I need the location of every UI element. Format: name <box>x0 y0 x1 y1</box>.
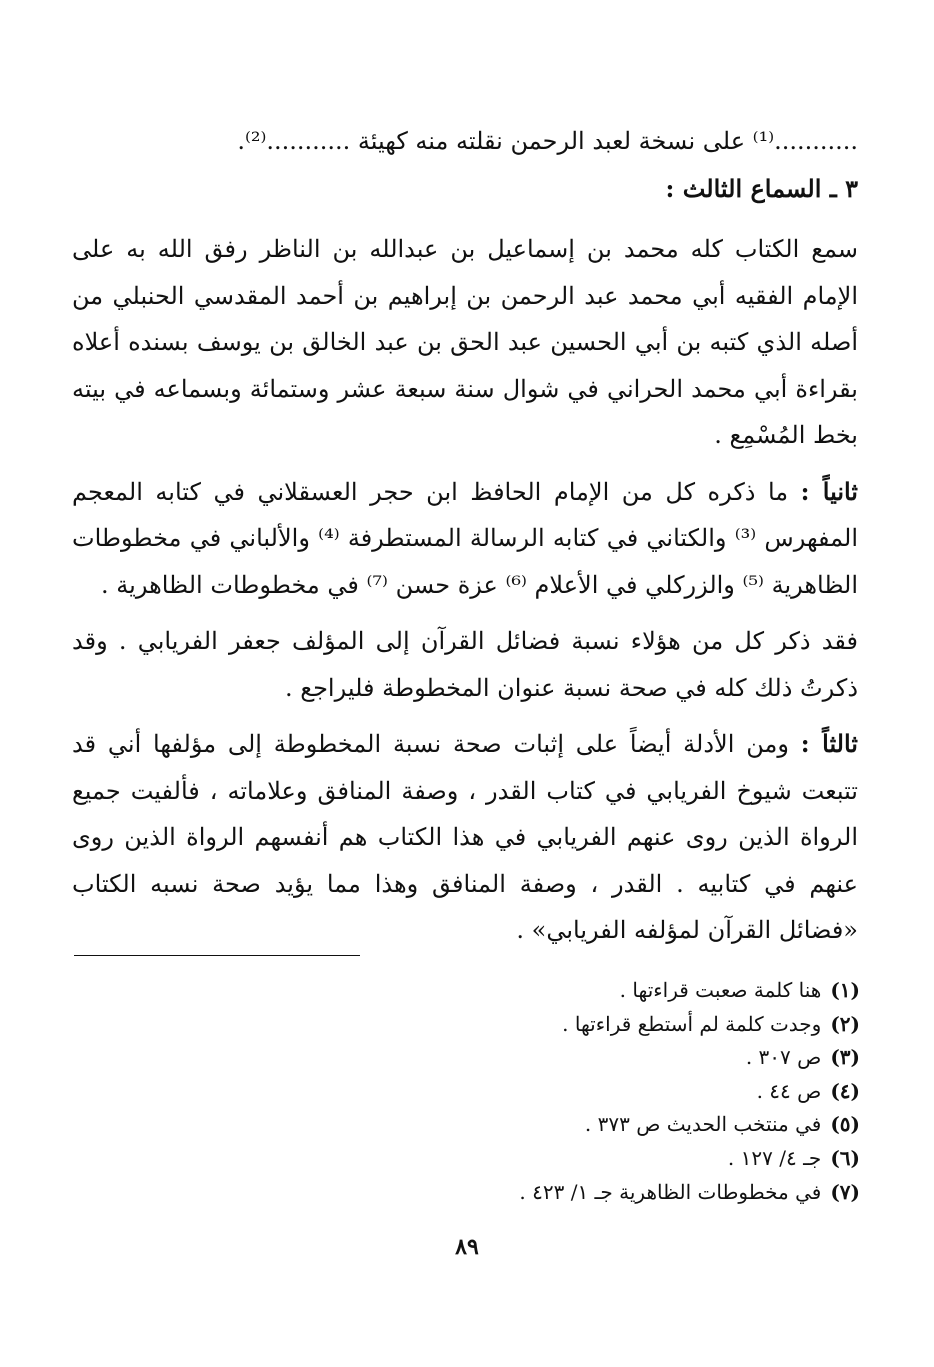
second-evidence-paragraph <box>72 469 858 609</box>
sama-paragraph: سمع الكتاب كله محمد بن إسماعيل بن عبدالله بن الناظر رفق الله به على الإمام الفقيه أبي محمد عبد الرحمن بن إبراهيم بن أحمد المقدسي الحنبلي من أصله الذي كتبه بن أبي الحسين عبد الحق بن عبد الخالق بن يوسف بسنده أعلاه بقراءة أبي محمد الحراني في شوال سنة سبعة عشر وستمائة وبسماعه في بيته بخط المُسْمِع . <box>72 235 858 449</box>
intro-line: ...........⁽¹⁾ على نسخة لعبد الرحمن نقلته منه كهيئة ...........⁽²⁾. <box>237 127 858 155</box>
third-evidence-text: ومن الأدلة أيضاً على إثبات صحة نسبة المخطوطة إلى مؤلفها أني قد تتبعت شيوخ الفريابي في كتاب القدر ، وصفة المنافق وعلاماته ، فألفيت جميع الرواة الذين روى عنهم الفريابي في هذا الكتاب هم أنفسهم الرواة الذين روى عنهم في كتابيه . القدر ، وصفة المنافق وهذا مما يؤيد صحة نسبه الكتاب «فضائل القرآن لمؤلفه الفريابي» . <box>72 730 858 944</box>
footnote-number: (٥) <box>830 1112 860 1137</box>
footnotes-list <box>460 974 860 1209</box>
footnote-text: في مخطوطات الظاهرية جـ ١/ ٤٢٣ . <box>519 1179 822 1204</box>
mention-paragraph: فقد ذكر كل من هؤلاء نسبة فضائل القرآن إلى المؤلف جعفر الفريابي . وقد ذكرتُ ذلك كله في صحة نسبة عنوان المخطوطة فليراجع . <box>72 627 858 702</box>
page-number: ٨٩ <box>455 1234 479 1260</box>
footnote-text: وجدت كلمة لم أستطع قراءتها . <box>562 1011 822 1036</box>
third-evidence-label: ثالثاً : <box>800 729 858 758</box>
footnote-separator <box>74 955 360 956</box>
footnote-text: هنا كلمة صعبت قراءتها . <box>619 978 822 1002</box>
footnote-text: ص ٣٠٧ . <box>745 1045 822 1070</box>
footnote-text: ص ٤٤ . <box>756 1078 822 1103</box>
third-evidence-paragraph <box>72 721 858 954</box>
footnote-number: (٢) <box>830 1011 860 1036</box>
section-heading: ٣ ـ السماع الثالث : <box>665 174 858 203</box>
footnote-text: جـ ٤/ ١٢٧ . <box>727 1145 822 1170</box>
footnote-item <box>460 1008 860 1042</box>
footnote-number: (٦) <box>830 1145 860 1170</box>
second-evidence-text: ما ذكره كل من الإمام الحافظ ابن حجر العسقلاني في كتابه المعجم المفهرس ⁽³⁾ والكتاني في كتابه الرسالة المستطرفة ⁽⁴⁾ والألباني في مخطوطات الظاهرية ⁽⁵⁾ والزركلي في الأعلام ⁽⁶⁾ عزة حسن ⁽⁷⁾ في مخطوطات الظاهرية . <box>72 477 859 599</box>
second-evidence-label: ثانياً : <box>800 476 858 506</box>
footnote-text: في منتخب الحديث ص ٣٧٣ . <box>584 1112 822 1137</box>
main-text <box>72 118 858 954</box>
footnote-number: (٣) <box>830 1045 860 1070</box>
footnote-item <box>460 1041 860 1075</box>
footnote-number: (١) <box>830 978 860 1002</box>
footnote-number: (٤) <box>830 1078 860 1103</box>
footnote-item <box>460 1108 860 1142</box>
footnote-number: (٧) <box>830 1179 860 1204</box>
footnote-item <box>460 1142 860 1176</box>
footnote-item <box>460 1176 860 1210</box>
footnote-item <box>460 974 860 1008</box>
footnote-item <box>460 1075 860 1109</box>
